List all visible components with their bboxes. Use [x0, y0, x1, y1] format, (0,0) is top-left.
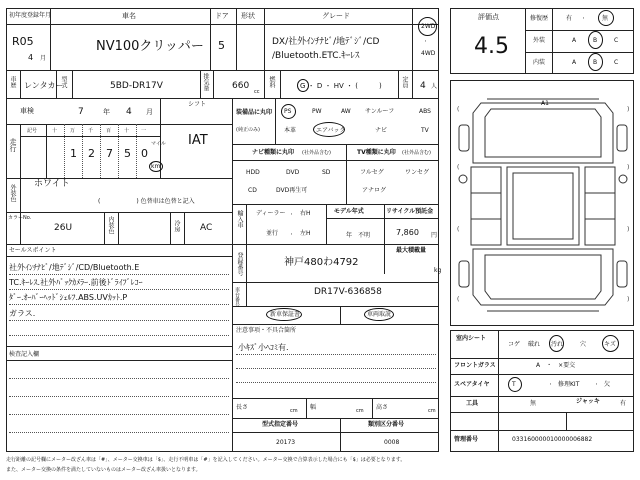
management-label: 管理番号 — [454, 436, 479, 443]
sales-point-line-3: ﾀﾞｰ.ｵｰﾊﾞｰﾍｯﾄﾞｼｪﾙﾌ.ABS.UVｶｯﾄ.P — [9, 293, 128, 302]
seat-label: 室内シート — [456, 335, 487, 342]
notes-value: 小ｷｽﾞ小ﾍｺﾐ有. — [238, 343, 289, 352]
vehicle-diagram — [451, 81, 635, 327]
mileage-digit-man: 1 — [70, 147, 77, 160]
front-glass-label: フロントガラス — [454, 362, 496, 369]
tv-fullseg: フルセグ — [360, 169, 384, 176]
class-label: 類別区分番号 — [368, 421, 405, 428]
import-dealer: ディーラー — [256, 210, 286, 217]
recycle-value: 7,860 — [396, 228, 419, 237]
ext-grade-a: A — [572, 37, 577, 44]
model-label: 型式 — [60, 76, 67, 88]
repair-no: 無 — [602, 15, 609, 22]
max-load-label: 最大積載量 — [396, 247, 427, 254]
designation-label: 型式指定番号 — [262, 421, 299, 428]
sales-point-line-1: 社外ｲﾝﾁﾅﾋﾞ/地ﾃﾞｼﾞ/CD/Bluetooth.E — [9, 263, 140, 272]
equip-airbag: エアバック — [316, 127, 346, 134]
first-reg-year: R05 — [12, 35, 34, 48]
svg-text:(: ( — [457, 164, 460, 171]
car-name: NV100クリッパー — [96, 39, 204, 54]
inspector-label: 検査記入欄 — [9, 351, 40, 358]
sales-point-line-4: ガラス. — [9, 309, 36, 318]
seat-stain: 汚れ — [551, 341, 564, 348]
score-label: 評価点 — [478, 13, 499, 21]
digit-header-2: 万 — [70, 128, 76, 134]
fuel-g-circle — [297, 79, 309, 92]
month-unit: 月 — [40, 55, 47, 62]
seat-tear: 破れ — [528, 341, 541, 348]
max-load-unit: kg — [434, 267, 442, 274]
navi-sub: (社外品含む) — [302, 150, 331, 156]
recycle-unit: 円 — [431, 232, 438, 239]
int-grade-a: A — [572, 59, 577, 66]
shape-label: 形状 — [241, 12, 255, 20]
mileage-digit-ichi: 0 — [141, 147, 148, 160]
height-label: 高さ — [376, 404, 389, 411]
shift-label: シフト — [188, 101, 207, 108]
seat-scorch: コゲ — [508, 341, 521, 348]
svg-text:(: ( — [457, 226, 460, 233]
mileage-digit-hyaku: 7 — [106, 147, 113, 160]
drive-4wd: 4WD — [421, 50, 436, 57]
digit-header-1: 十 — [52, 128, 58, 134]
interior-score-label: 内装 — [533, 59, 546, 66]
repair-yes: 有 — [566, 15, 573, 22]
equip-tv: TV — [421, 127, 429, 134]
exterior-label: 外装色 — [9, 184, 16, 202]
length-label: 長さ — [236, 404, 249, 411]
registration-value: 神戸480わ4792 — [284, 257, 359, 268]
manual: 車両取説 — [367, 311, 392, 318]
cc-unit: cc — [254, 89, 260, 95]
svg-text:): ) — [627, 296, 630, 303]
spare-tire-label: スペアタイヤ — [454, 381, 490, 388]
equip-abs: ABS — [419, 108, 431, 115]
svg-text:(: ( — [457, 296, 460, 303]
spare-missing: 欠 — [604, 381, 611, 388]
management-value: 033160000010000006882 — [512, 436, 593, 443]
km-unit: km — [151, 163, 161, 170]
navi-sd: SD — [322, 169, 331, 176]
seat-scratch: キズ — [604, 341, 616, 348]
footer-line-2: また、メーター交換の条件を満たしていないものはメーター改ざん車扱いとなります。 — [6, 467, 201, 473]
capacity-unit: 人 — [431, 83, 438, 90]
seat-hole: 穴 — [580, 341, 587, 348]
inspection-year-unit: 年 — [103, 108, 110, 116]
digit-header-0: 記号 — [27, 128, 38, 134]
import-right: 右H — [300, 210, 311, 217]
ext-grade-c: C — [614, 37, 619, 44]
car-name-label: 車名 — [122, 12, 136, 20]
color-no-label: カラーNo. — [8, 215, 32, 221]
equip-sunroof: サンルーフ — [365, 108, 395, 115]
door-label: ドア — [215, 12, 229, 20]
tv-sub: (社外品含む) — [402, 150, 431, 156]
svg-text:): ) — [627, 164, 630, 171]
footer-line-1: 走行距離の記号欄にメーター改ざん車は「#」、メーター交換車は「$」、走行不明車は「#」を記入してください。メーター交換で合算表示した場合にも「$」は必要となります。 — [6, 457, 406, 463]
jack-value: 有 — [620, 400, 627, 407]
grade-line-2: /Bluetooth.ETC.ｷｰﾚｽ — [272, 51, 360, 61]
door-count: 5 — [218, 39, 225, 52]
spare-t: T — [512, 381, 516, 388]
exterior-value: ホワイト — [34, 179, 70, 189]
inspection-year: 7 — [78, 107, 84, 117]
class-value: 0008 — [384, 439, 400, 446]
shift-value: IAT — [188, 133, 208, 148]
damage-diagram-box — [450, 80, 634, 326]
registration-label: 登録番号 — [236, 252, 243, 276]
mile-unit: マイル — [151, 141, 166, 147]
front-glass-options: A ・ ×要交 — [536, 362, 576, 369]
mileage-digit-ju: 5 — [124, 147, 131, 160]
tools-value: 無 — [530, 400, 537, 407]
capacity-value: 4 — [420, 81, 426, 91]
sales-points-label: セールスポイント — [9, 247, 57, 254]
svg-text:(: ( — [457, 106, 460, 113]
import-parallel: 並行 — [266, 230, 279, 237]
width-unit: cm — [356, 408, 364, 414]
digit-header-5: 十 — [124, 128, 130, 134]
mileage-label: 走行 — [9, 138, 17, 152]
import-label: 輸入車 — [236, 210, 243, 228]
length-unit: cm — [290, 408, 298, 414]
tv-oneseg: ワンセグ — [405, 169, 430, 176]
chassis-value: DR17V-636858 — [314, 287, 382, 297]
score-value: 4.5 — [474, 34, 509, 59]
digit-header-6: 一 — [141, 128, 147, 134]
model-year-label: モデル年式 — [334, 208, 364, 215]
grade-line-1: DX/社外ｲﾝﾁﾅﾋﾞ/地ﾃﾞｼﾞ/CD — [272, 37, 380, 47]
digit-header-3: 千 — [88, 128, 94, 134]
navi-label: ナビ種類に丸印 — [252, 149, 295, 156]
navi-cd: CD — [248, 187, 257, 194]
chassis-label: 車台番号 — [234, 287, 240, 307]
new-car-warranty: 新車保証書 — [270, 311, 301, 318]
damage-mark-a1: A1 — [541, 100, 549, 107]
drive-2wd: 2WD — [421, 23, 436, 30]
mileage-digit-sen: 2 — [88, 147, 95, 160]
equip-navi: ナビ — [375, 127, 388, 134]
inspection-month: 4 — [126, 107, 132, 117]
int-grade-c: C — [614, 59, 619, 66]
notes-label: 注意事項・不具合箇所 — [236, 327, 297, 334]
inspection-month-unit: 月 — [146, 108, 153, 116]
navi-dvd: DVD — [286, 169, 300, 176]
navi-hdd: HDD — [246, 169, 260, 176]
displacement-label: 排気量 — [202, 73, 209, 91]
first-reg-month: 4 — [28, 53, 34, 62]
inspection-label: 車検 — [20, 107, 34, 115]
equip-leather: 本革 — [284, 127, 297, 134]
int-grade-b: B — [593, 59, 598, 66]
spare-kit: 修理KIT — [558, 381, 580, 388]
recycle-label: リサイクル預託金 — [386, 208, 434, 215]
digit-header-4: 百 — [106, 128, 112, 134]
height-unit: cm — [428, 408, 436, 414]
jack-label: ジャッキ — [576, 398, 600, 405]
color-no-value: 26U — [54, 223, 73, 233]
equipment-sub: (純正のみ) — [236, 127, 260, 133]
designation-value: 20173 — [276, 439, 296, 446]
exterior-score-label: 外装 — [533, 37, 546, 44]
svg-text:): ) — [627, 106, 630, 113]
tv-label: TV種類に丸印 — [357, 149, 396, 156]
equip-ps: PS — [284, 108, 292, 115]
fuel-label: 燃料 — [268, 76, 275, 88]
drive-dot: ・ — [423, 39, 429, 45]
capacity-label: 定員 — [401, 76, 408, 88]
model-value: 5BD-DR17V — [110, 81, 163, 91]
first-reg-label: 初年度登録年月 — [9, 12, 52, 19]
equipment-label: 装備品に丸印 — [236, 109, 273, 116]
fuel-options: G ・ D ・ HV ・ ( ) — [300, 82, 382, 90]
width-label: 幅 — [310, 404, 317, 411]
ac-value: AC — [200, 223, 213, 233]
sales-point-line-2: TC.ｷｰﾚｽ.社外ﾊﾞｯｸｶﾒﾗｰ.前後ﾄﾞﾗｲﾌﾞﾚｺｰ — [9, 278, 143, 287]
import-left: 左H — [300, 230, 311, 237]
equip-aw: AW — [341, 108, 351, 115]
ext-grade-b: B — [593, 37, 598, 44]
grade-label: グレード — [322, 12, 350, 20]
model-year-value: 年 不明 — [346, 232, 371, 239]
usage-label: 車歴 — [9, 76, 16, 88]
equip-pw: PW — [312, 108, 322, 115]
tools-label: 工具 — [466, 400, 479, 407]
svg-text:): ) — [627, 226, 630, 233]
repair-label: 修復歴 — [530, 15, 549, 22]
exterior-note: ( ) 色替車は色替と記入 — [98, 198, 195, 205]
interior-color-label: 内装色 — [107, 216, 114, 234]
ac-label: 冷房 — [173, 220, 180, 232]
tv-analog: アナログ — [362, 187, 387, 194]
displacement-value: 660 — [232, 81, 250, 91]
navi-dvd-play: DVD再生可 — [276, 187, 308, 194]
usage-value: レンタカー — [24, 81, 64, 90]
